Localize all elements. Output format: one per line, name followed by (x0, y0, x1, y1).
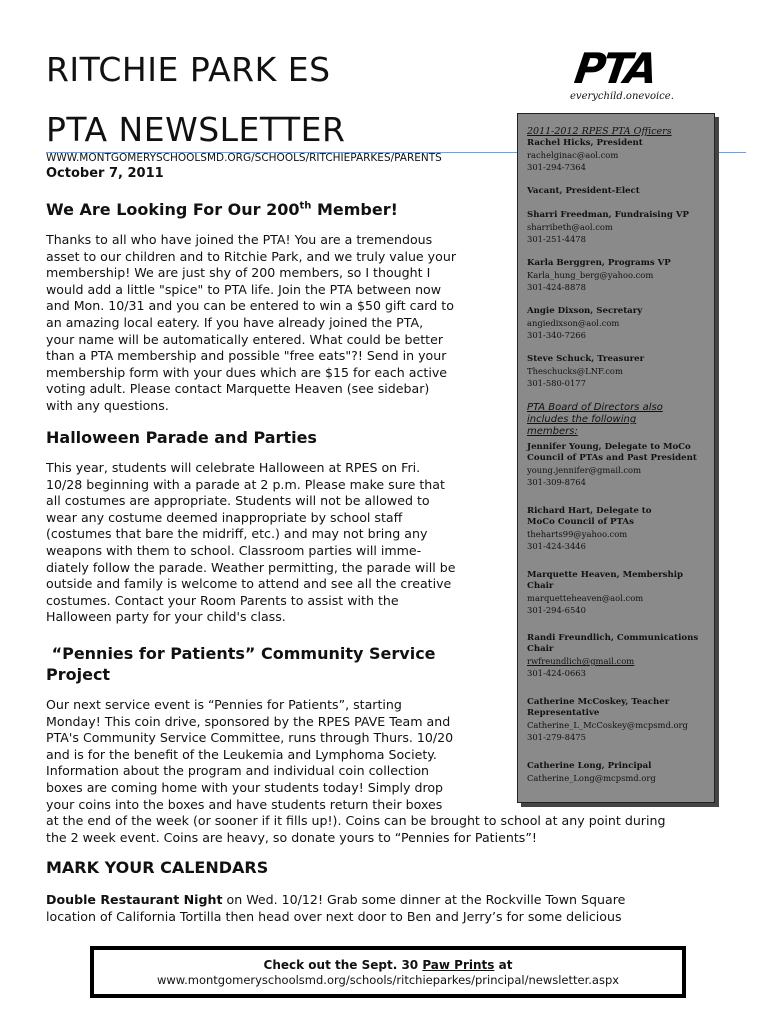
pta-logo: PTA (571, 44, 659, 93)
officers-sidebar (517, 113, 715, 803)
officer-entry: Karla Berggren, Programs VP Karla_hung_berg@yahoo.com 301-424-8878 (527, 258, 671, 292)
paw-prints-callout-title: Check out the Sept. 30 Paw Prints at (263, 958, 513, 972)
restaurant-night-label: Double Restaurant Night (46, 892, 223, 907)
board-member-entry: Randi Freundlich, Communications Chair rwfreundlich@gmail.com 301-424-0663 (527, 633, 699, 678)
officer-entry: Rachel Hicks, President rachelginac@aol.com 301-294-7364 (527, 138, 643, 172)
officer-entry: Vacant, President-Elect (527, 186, 640, 196)
officer-entry: Sharri Freedman, Fundraising VP sharribeth@aol.com 301-251-4478 (527, 210, 689, 244)
newsletter-url[interactable]: www.montgomeryschoolsmd.org/schools/ritchieparkes/principal/newsletter.aspx (156, 973, 620, 987)
communications-email-link[interactable]: rwfreundlich@gmail.com (527, 656, 635, 666)
newsletter-title-line1: RITCHIE PARK ES (46, 50, 331, 89)
header-url: WWW.MONTGOMERYSCHOOLSMD.ORG/SCHOOLS/RITCHIEPARKES/PARENTS (46, 152, 442, 164)
board-member-entry: Marquette Heaven, Membership Chair marquetteheaven@aol.com 301-294-6540 (527, 570, 684, 615)
board-member-entry: Richard Hart, Delegate to MoCo Council of PTAs theharts99@yahoo.com 301-424-3446 (527, 506, 652, 551)
section-heading-pennies: “Pennies for Patients” Community Service Project (46, 644, 436, 684)
paw-prints-link[interactable]: Paw Prints (422, 958, 495, 972)
board-member-entry: Catherine McCoskey, Teacher Representative Catherine_L_McCoskey@mcpsmd.org 301-279-8475 (527, 697, 688, 742)
officer-entry: Angie Dixson, Secretary angiedixson@aol.com 301-340-7266 (527, 306, 643, 340)
board-member-entry: Jennifer Young, Delegate to MoCo Council of PTAs and Past President young.jennifer@gmail.com 301-309-8764 (527, 442, 697, 487)
section-body-pennies: Our next service event is “Pennies for Patients”, starting Monday! This coin drive, sponsored by the RPES PAVE Team and PTA's Community Service Committee, runs through Thurs. 10/20 and is for the benefit of the Leukemia and Lymphoma Society. Information about the program and individual coin collection boxes are coming home with your students today! Simply drop your coins into the boxes and have students return their boxes at the end of the week (or sooner if it fills up!). Coins can be brought to school at any point during the 2 week event. Coins are heavy, so donate yours to “Pennies for Patients”! (46, 697, 666, 845)
newsletter-title-line2: PTA NEWSLETTER (46, 110, 346, 149)
officers-heading: 2011-2012 RPES PTA Officers (527, 126, 672, 137)
board-member-entry: Catherine Long, Principal Catherine_Long@mcpsmd.org (527, 761, 656, 783)
section-heading-halloween: Halloween Parade and Parties (46, 428, 317, 447)
section-heading-calendars: MARK YOUR CALENDARS (46, 858, 269, 877)
section-heading-200th-member: We Are Looking For Our 200th Member! (46, 200, 398, 219)
board-heading: PTA Board of Directors also includes the following members: (527, 402, 663, 437)
officer-entry: Steve Schuck, Treasurer Theschucks@LNF.com 301-580-0177 (527, 354, 645, 388)
paw-prints-callout (90, 946, 686, 998)
section-body-200th-member: Thanks to all who have joined the PTA! You are a tremendous asset to our children and to Ritchie Park, and we truly value your membership! We are just shy of 200 members, so I thought I would add a little "spice" to PTA life. Join the PTA between now and Mon. 10/31 and you can be entered to win a $50 gift card to an amazing local eatery. If you have already joined the PTA, your name will be automatically entered. What could be better than a PTA membership and possible "free eats"?! Send in your membership form with your dues which are $15 for each active voting adult. Please contact Marquette Heaven (see sidebar) with any questions. (46, 232, 457, 413)
section-body-halloween: This year, students will celebrate Halloween at RPES on Fri. 10/28 beginning with a parade at 2 p.m. Please make sure that all costumes are appropriate. Students will not be allowed to wear any costume deemed inappropriate by school staff (costumes that bare the midriff, etc.) and may not bring any weapons with them to school. Classroom parties will imme- diately follow the parade. Weather permitting, the parade will be outside and family is welcome to attend and see all the creative costumes. Contact your Room Parents to assist with the Halloween party for your child's class. (46, 460, 456, 625)
section-body-calendars: Double Restaurant Night on Wed. 10/12! Grab some dinner at the Rockville Town Square location of California Tortilla then head over next door to Ben and Jerry’s for some delicious (46, 892, 626, 924)
pta-logo-tagline: everychild.onevoice. (570, 91, 674, 102)
newsletter-date: October 7, 2011 (46, 166, 164, 181)
